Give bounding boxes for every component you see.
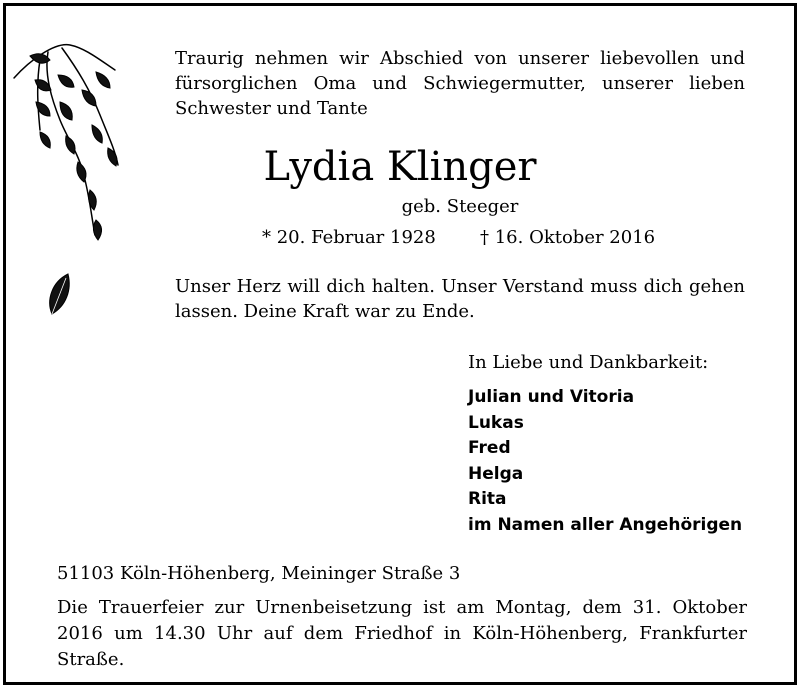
family-member: Lukas — [468, 412, 524, 433]
thanks-line: In Liebe und Dankbarkeit: — [468, 352, 709, 373]
birth-date: * 20. Februar 1928 — [262, 227, 436, 248]
maiden-name: geb. Steeger — [401, 196, 519, 217]
family-member: Helga — [468, 463, 524, 484]
intro-text: Traurig nehmen wir Abschied von unserer liebevollen und fürsorglichen Oma und Schwiegermutter, unserer lieben Schwester und Tante — [175, 48, 745, 119]
family-member: im Namen aller Angehörigen — [468, 514, 743, 535]
family-list — [468, 385, 742, 538]
service-info: Die Trauerfeier zur Urnenbeisetzung ist am Montag, dem 31. Oktober 2016 um 14.30 Uhr auf dem Friedhof in Köln-Höhenberg, Frankfurter Straße. — [57, 597, 747, 670]
death-date: † 16. Oktober 2016 — [480, 227, 656, 248]
deceased-name: Lydia Klinger — [263, 144, 537, 190]
family-member: Fred — [468, 438, 511, 458]
falling-leaf-icon — [44, 270, 74, 320]
family-member: Julian und Vitoria — [468, 387, 635, 407]
address-line: 51103 Köln-Höhenberg, Meininger Straße 3 — [57, 563, 461, 584]
family-member: Rita — [468, 489, 507, 509]
quote-text: Unser Herz will dich halten. Unser Verstand muss dich gehen lassen. Deine Kraft war zu Ende. — [175, 276, 745, 322]
